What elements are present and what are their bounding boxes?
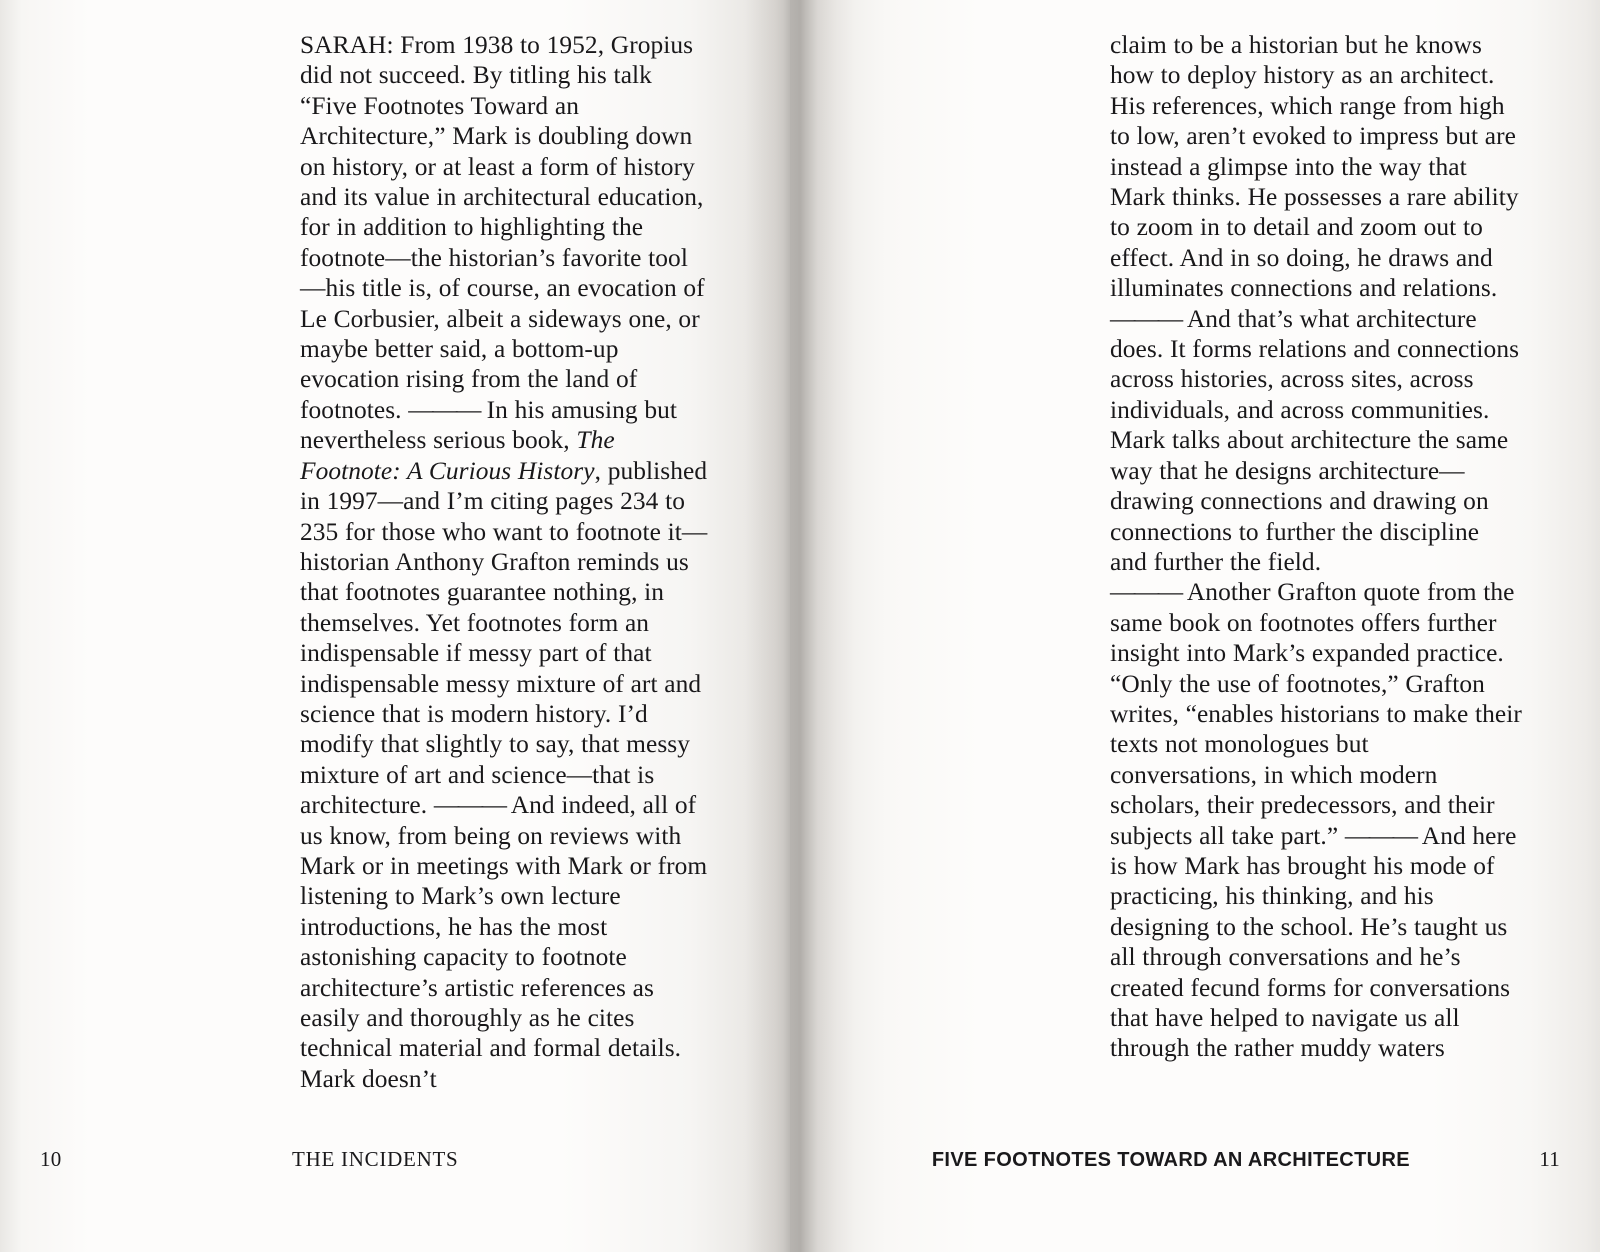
left-paragraph-part-1: SARAH: From 1938 to 1952, Gropius did not succeed. By titling his talk “Five Footnotes Toward an Architecture,” Mark is doubling down on history, or at least a form of history and its value in architectural education, for in addition to highlighting the footnote—the historian’s favorite tool—his title is, of course, an evocation of Le Corbusier, albeit a sideways one, or maybe better said, a bottom-up evocation rising from the land of footnotes. <box>300 31 705 424</box>
right-paragraph-2: And that’s what architecture does. It forms relations and connections across histories, across sites, across individuals, and across communities. Mark talks about architecture the same way that he designs architecture—drawing connections and drawing on connections to further the discipline and further the field. <box>1110 304 1520 576</box>
running-head-left: THE INCIDENTS <box>292 1147 459 1171</box>
em-dash-separator: ——— <box>433 791 506 820</box>
left-page-body-text <box>300 30 710 1094</box>
left-paragraph-block <box>300 30 710 1094</box>
left-paragraph-part-3: , published in 1997—and I’m citing pages 234 to 235 for those who want to footnote it—historian Anthony Grafton reminds us that footnotes guarantee nothing, in themselves. Yet footnotes form an indispensable if messy part of that indispensable messy mixture of art and science that is modern history. I’d modify that slightly to say, that messy mixture of art and science—that is architecture. <box>300 456 708 820</box>
folio-left: 10 <box>40 1147 62 1171</box>
running-head-right: FIVE FOOTNOTES TOWARD AN ARCHITECTURE <box>931 1149 1410 1171</box>
left-paragraph-part-2: In his amusing but nevertheless serious book, <box>300 395 678 455</box>
cited-book-title: The Footnote: A Curious History <box>300 426 615 485</box>
right-paragraph-4: And here is how Mark has brought his mode of practicing, his thinking, and his designing to the school. He’s taught us all through conversations and he’s created fecund forms for conversations that have helped to navigate us all through the rather muddy waters <box>1110 821 1517 1063</box>
em-dash-separator: ——— <box>1110 578 1182 607</box>
em-dash-separator: ——— <box>1110 304 1182 333</box>
right-paragraph-1: claim to be a historian but he knows how to deploy history as an architect. His references, which range from high to low, aren’t evoked to impress but are instead a glimpse into the way that Mark thinks. He possesses a rare ability to zoom in to detail and zoom out to effect. And in so doing, he draws and illuminates connections and relations. <box>1110 31 1519 303</box>
right-paragraph-3: Another Grafton quote from the same book on footnotes offers further insight into Mark’s expanded practice. “Only the use of footnotes,” Grafton writes, “enables historians to make their texts not monologues but conversations, in which modern scholars, their predecessors, and their subjects all take part.” <box>1110 578 1522 850</box>
right-paragraph-3-block <box>1110 577 1522 1064</box>
em-dash-separator: ——— <box>1344 821 1417 850</box>
left-paragraph-part-4: And indeed, all of us know, from being on reviews with Mark or in meetings with Mark or from listening to Mark’s own lecture introductions, he has the most astonishing capacity to footnote architecture’s artistic references as easily and thoroughly as he cites technical material and formal details. Mark doesn’t <box>300 791 708 1093</box>
right-paragraph-2-block <box>1110 304 1522 578</box>
em-dash-separator: ——— <box>408 395 480 424</box>
right-page-body-text <box>1110 30 1522 1064</box>
folio-right: 11 <box>1539 1147 1560 1171</box>
